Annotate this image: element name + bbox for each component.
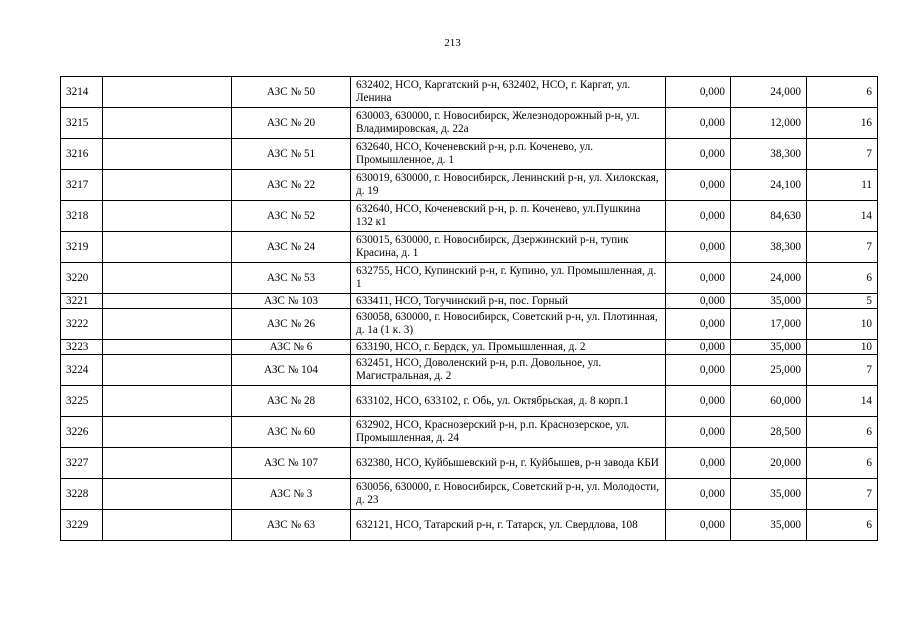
empty-cell xyxy=(103,108,232,139)
empty-cell xyxy=(103,479,232,510)
empty-cell xyxy=(103,170,232,201)
station-address: 632451, НСО, Доволенский р-н, р.п. Довольное, ул. Магистральная, д. 2 xyxy=(351,355,666,386)
table-row xyxy=(61,340,878,355)
value-1: 0,000 xyxy=(666,139,731,170)
value-1: 0,000 xyxy=(666,232,731,263)
value-3: 6 xyxy=(807,448,878,479)
value-2: 25,000 xyxy=(731,355,807,386)
value-2: 84,630 xyxy=(731,201,807,232)
station-name: АЗС № 20 xyxy=(232,108,351,139)
value-2: 38,300 xyxy=(731,232,807,263)
value-1: 0,000 xyxy=(666,417,731,448)
value-3: 14 xyxy=(807,201,878,232)
row-number: 3222 xyxy=(61,309,103,340)
page-number: 213 xyxy=(444,37,461,49)
value-3: 16 xyxy=(807,108,878,139)
station-address: 633102, НСО, 633102, г. Обь, ул. Октябрьская, д. 8 корп.1 xyxy=(351,386,666,417)
value-3: 10 xyxy=(807,340,878,355)
station-address: 632640, НСО, Коченевский р-н, р.п. Коченево, ул. Промышленное, д. 1 xyxy=(351,139,666,170)
row-number: 3226 xyxy=(61,417,103,448)
value-2: 24,000 xyxy=(731,77,807,108)
station-name: АЗС № 50 xyxy=(232,77,351,108)
table-body xyxy=(61,77,878,541)
table-row xyxy=(61,108,878,139)
row-number: 3214 xyxy=(61,77,103,108)
row-number: 3216 xyxy=(61,139,103,170)
value-3: 6 xyxy=(807,510,878,541)
empty-cell xyxy=(103,77,232,108)
value-1: 0,000 xyxy=(666,448,731,479)
value-2: 20,000 xyxy=(731,448,807,479)
value-1: 0,000 xyxy=(666,77,731,108)
value-1: 0,000 xyxy=(666,386,731,417)
value-2: 28,500 xyxy=(731,417,807,448)
station-name: АЗС № 103 xyxy=(232,294,351,309)
station-name: АЗС № 28 xyxy=(232,386,351,417)
table-row xyxy=(61,263,878,294)
table-row xyxy=(61,479,878,510)
value-3: 7 xyxy=(807,139,878,170)
value-3: 10 xyxy=(807,309,878,340)
station-name: АЗС № 60 xyxy=(232,417,351,448)
value-3: 14 xyxy=(807,386,878,417)
row-number: 3215 xyxy=(61,108,103,139)
value-1: 0,000 xyxy=(666,479,731,510)
empty-cell xyxy=(103,263,232,294)
station-address: 633411, НСО, Тогучинский р-н, пос. Горный xyxy=(351,294,666,309)
value-2: 17,000 xyxy=(731,309,807,340)
row-number: 3223 xyxy=(61,340,103,355)
row-number: 3217 xyxy=(61,170,103,201)
value-2: 60,000 xyxy=(731,386,807,417)
row-number: 3229 xyxy=(61,510,103,541)
station-address: 632902, НСО, Краснозерский р-н, р.п. Краснозерское, ул. Промышленная, д. 24 xyxy=(351,417,666,448)
table-row xyxy=(61,77,878,108)
value-1: 0,000 xyxy=(666,340,731,355)
station-address: 630019, 630000, г. Новосибирск, Ленинский р-н, ул. Хилокская, д. 19 xyxy=(351,170,666,201)
empty-cell xyxy=(103,355,232,386)
value-2: 12,000 xyxy=(731,108,807,139)
value-3: 5 xyxy=(807,294,878,309)
empty-cell xyxy=(103,340,232,355)
row-number: 3219 xyxy=(61,232,103,263)
empty-cell xyxy=(103,510,232,541)
value-1: 0,000 xyxy=(666,170,731,201)
value-2: 38,300 xyxy=(731,139,807,170)
station-name: АЗС № 104 xyxy=(232,355,351,386)
station-address: 632121, НСО, Татарский р-н, г. Татарск, ул. Свердлова, 108 xyxy=(351,510,666,541)
station-address: 630056, 630000, г. Новосибирск, Советский р-н, ул. Молодости, д. 23 xyxy=(351,479,666,510)
station-name: АЗС № 51 xyxy=(232,139,351,170)
station-name: АЗС № 3 xyxy=(232,479,351,510)
row-number: 3225 xyxy=(61,386,103,417)
station-name: АЗС № 107 xyxy=(232,448,351,479)
station-address: 632402, НСО, Каргатский р-н, 632402, НСО, г. Каргат, ул. Ленина xyxy=(351,77,666,108)
table-row xyxy=(61,510,878,541)
station-address: 632640, НСО, Коченевский р-н, р. п. Коченево, ул.Пушкина 132 к1 xyxy=(351,201,666,232)
value-1: 0,000 xyxy=(666,201,731,232)
value-3: 7 xyxy=(807,232,878,263)
station-name: АЗС № 63 xyxy=(232,510,351,541)
table-row xyxy=(61,386,878,417)
table-row xyxy=(61,355,878,386)
empty-cell xyxy=(103,294,232,309)
value-2: 35,000 xyxy=(731,294,807,309)
table-row xyxy=(61,139,878,170)
station-name: АЗС № 52 xyxy=(232,201,351,232)
table-row xyxy=(61,448,878,479)
value-3: 6 xyxy=(807,263,878,294)
station-name: АЗС № 26 xyxy=(232,309,351,340)
row-number: 3227 xyxy=(61,448,103,479)
value-2: 35,000 xyxy=(731,340,807,355)
value-2: 24,000 xyxy=(731,263,807,294)
empty-cell xyxy=(103,309,232,340)
value-3: 7 xyxy=(807,355,878,386)
value-1: 0,000 xyxy=(666,355,731,386)
value-1: 0,000 xyxy=(666,294,731,309)
row-number: 3228 xyxy=(61,479,103,510)
empty-cell xyxy=(103,386,232,417)
value-3: 11 xyxy=(807,170,878,201)
empty-cell xyxy=(103,201,232,232)
value-1: 0,000 xyxy=(666,510,731,541)
station-address: 630015, 630000, г. Новосибирск, Дзержинский р-н, тупик Красина, д. 1 xyxy=(351,232,666,263)
row-number: 3220 xyxy=(61,263,103,294)
table-row xyxy=(61,417,878,448)
station-name: АЗС № 6 xyxy=(232,340,351,355)
value-1: 0,000 xyxy=(666,108,731,139)
value-1: 0,000 xyxy=(666,309,731,340)
value-3: 7 xyxy=(807,479,878,510)
empty-cell xyxy=(103,232,232,263)
row-number: 3221 xyxy=(61,294,103,309)
table-row xyxy=(61,294,878,309)
row-number: 3218 xyxy=(61,201,103,232)
row-number: 3224 xyxy=(61,355,103,386)
table-row xyxy=(61,201,878,232)
gas-station-table xyxy=(60,76,878,541)
station-address: 632755, НСО, Купинский р-н, г. Купино, ул. Промышленная, д. 1 xyxy=(351,263,666,294)
station-address: 630003, 630000, г. Новосибирск, Железнодорожный р-н, ул. Владимировская, д. 22а xyxy=(351,108,666,139)
value-3: 6 xyxy=(807,77,878,108)
value-2: 35,000 xyxy=(731,510,807,541)
value-2: 35,000 xyxy=(731,479,807,510)
value-1: 0,000 xyxy=(666,263,731,294)
empty-cell xyxy=(103,139,232,170)
station-name: АЗС № 53 xyxy=(232,263,351,294)
station-name: АЗС № 22 xyxy=(232,170,351,201)
station-address: 630058, 630000, г. Новосибирск, Советский р-н, ул. Плотинная, д. 1а (1 к. 3) xyxy=(351,309,666,340)
station-address: 633190, НСО, г. Бердск, ул. Промышленная, д. 2 xyxy=(351,340,666,355)
table-row xyxy=(61,232,878,263)
station-name: АЗС № 24 xyxy=(232,232,351,263)
station-address: 632380, НСО, Куйбышевский р-н, г. Куйбышев, р-н завода КБИ xyxy=(351,448,666,479)
value-2: 24,100 xyxy=(731,170,807,201)
value-3: 6 xyxy=(807,417,878,448)
table-row xyxy=(61,170,878,201)
table-row xyxy=(61,309,878,340)
empty-cell xyxy=(103,448,232,479)
empty-cell xyxy=(103,417,232,448)
